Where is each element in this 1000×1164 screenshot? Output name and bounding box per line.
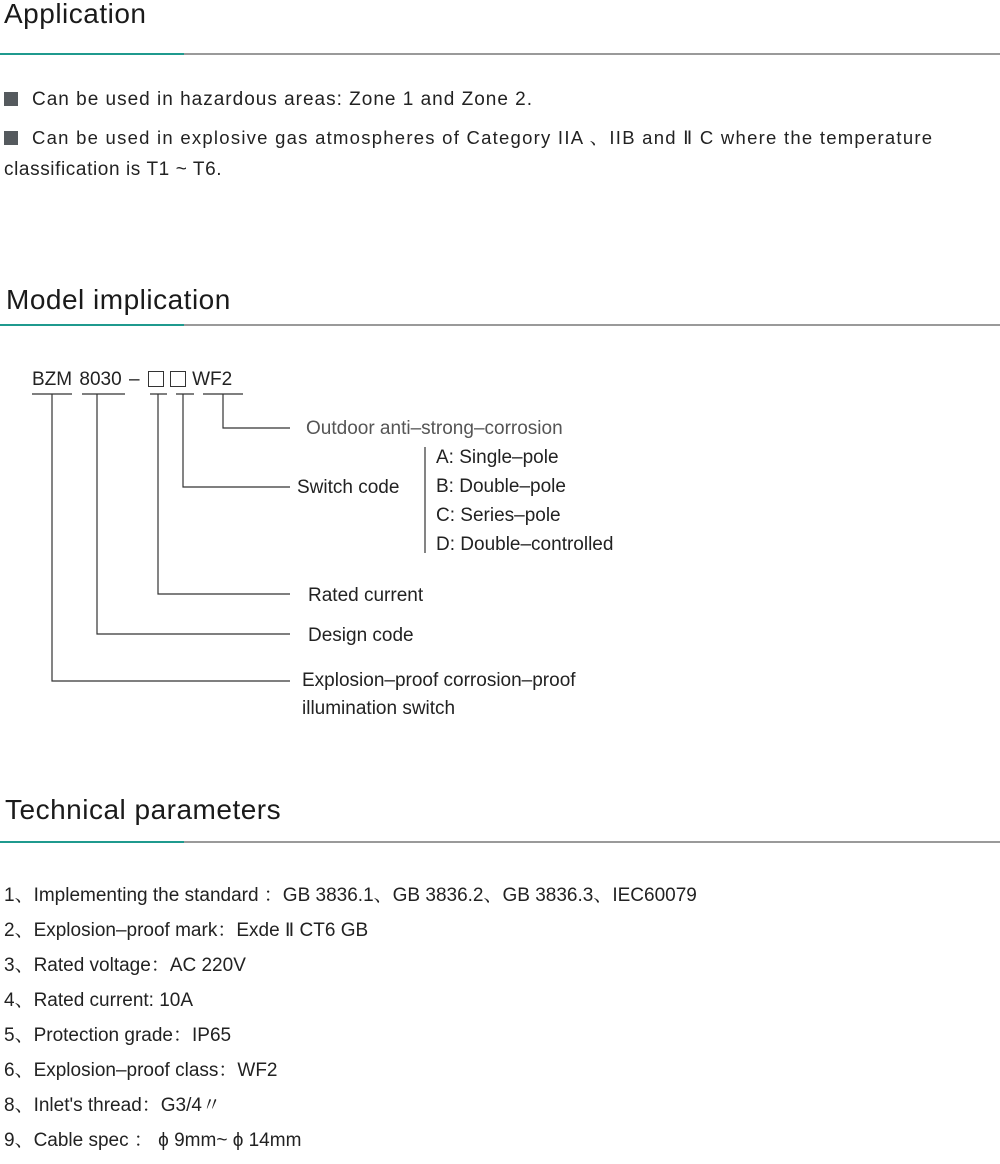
- explosion-label-line1: Explosion–proof corrosion–proof: [302, 670, 576, 691]
- technical-heading: Technical parameters: [5, 794, 282, 825]
- switch-code-label: Switch code: [297, 477, 400, 498]
- rated-current-placeholder-box: [148, 371, 164, 387]
- technical-divider: [0, 841, 1000, 843]
- model-code-dash: –: [128, 369, 140, 390]
- model-code: [32, 370, 232, 389]
- parameter-list: [4, 884, 697, 1164]
- application-heading: Application: [4, 0, 147, 29]
- explosion-label-line2: illumination switch: [302, 698, 456, 719]
- model-code-class: WF2: [192, 369, 233, 390]
- switch-code-placeholder-box: [170, 371, 186, 387]
- rated-current-label: Rated current: [308, 585, 424, 606]
- model-code-design: 8030: [79, 369, 122, 390]
- application-item-text: Can be used in hazardous areas: Zone 1 and Zone 2.: [32, 89, 534, 110]
- application-item-continuation: classification is T1 ~ T6.: [4, 159, 223, 180]
- outdoor-label: Outdoor anti–strong–corrosion: [306, 418, 563, 439]
- design-code-label: Design code: [308, 625, 414, 646]
- model-heading: Model implication: [6, 284, 231, 315]
- parameter-item: 8、Inlet's thread：G3/4〃: [4, 1095, 221, 1116]
- application-item-text: Can be used in explosive gas atmospheres of Category IIA 、IIB and Ⅱ C where the temperature: [32, 127, 934, 148]
- model-code-series: BZM: [32, 369, 73, 390]
- switch-option: C: Series–pole: [436, 505, 561, 526]
- parameter-item: 1、Implementing the standard ：GB 3836.1、GB 3836.2、GB 3836.3、IEC60079: [4, 885, 697, 906]
- parameter-item: 6、Explosion–proof class：WF2: [4, 1060, 278, 1081]
- switch-option: A: Single–pole: [436, 447, 559, 468]
- parameter-item: 4、Rated current: 10A: [4, 990, 194, 1011]
- parameter-item: 2、Explosion–proof mark：Exde Ⅱ CT6 GB: [4, 920, 369, 941]
- switch-option: B: Double–pole: [436, 476, 566, 497]
- parameter-item: 5、Protection grade：IP65: [4, 1025, 232, 1046]
- switch-option: D: Double–controlled: [436, 534, 614, 555]
- parameter-item: 3、Rated voltage：AC 220V: [4, 955, 246, 976]
- parameter-item: 9、Cable spec ： ϕ 9mm~ ϕ 14mm: [4, 1130, 302, 1151]
